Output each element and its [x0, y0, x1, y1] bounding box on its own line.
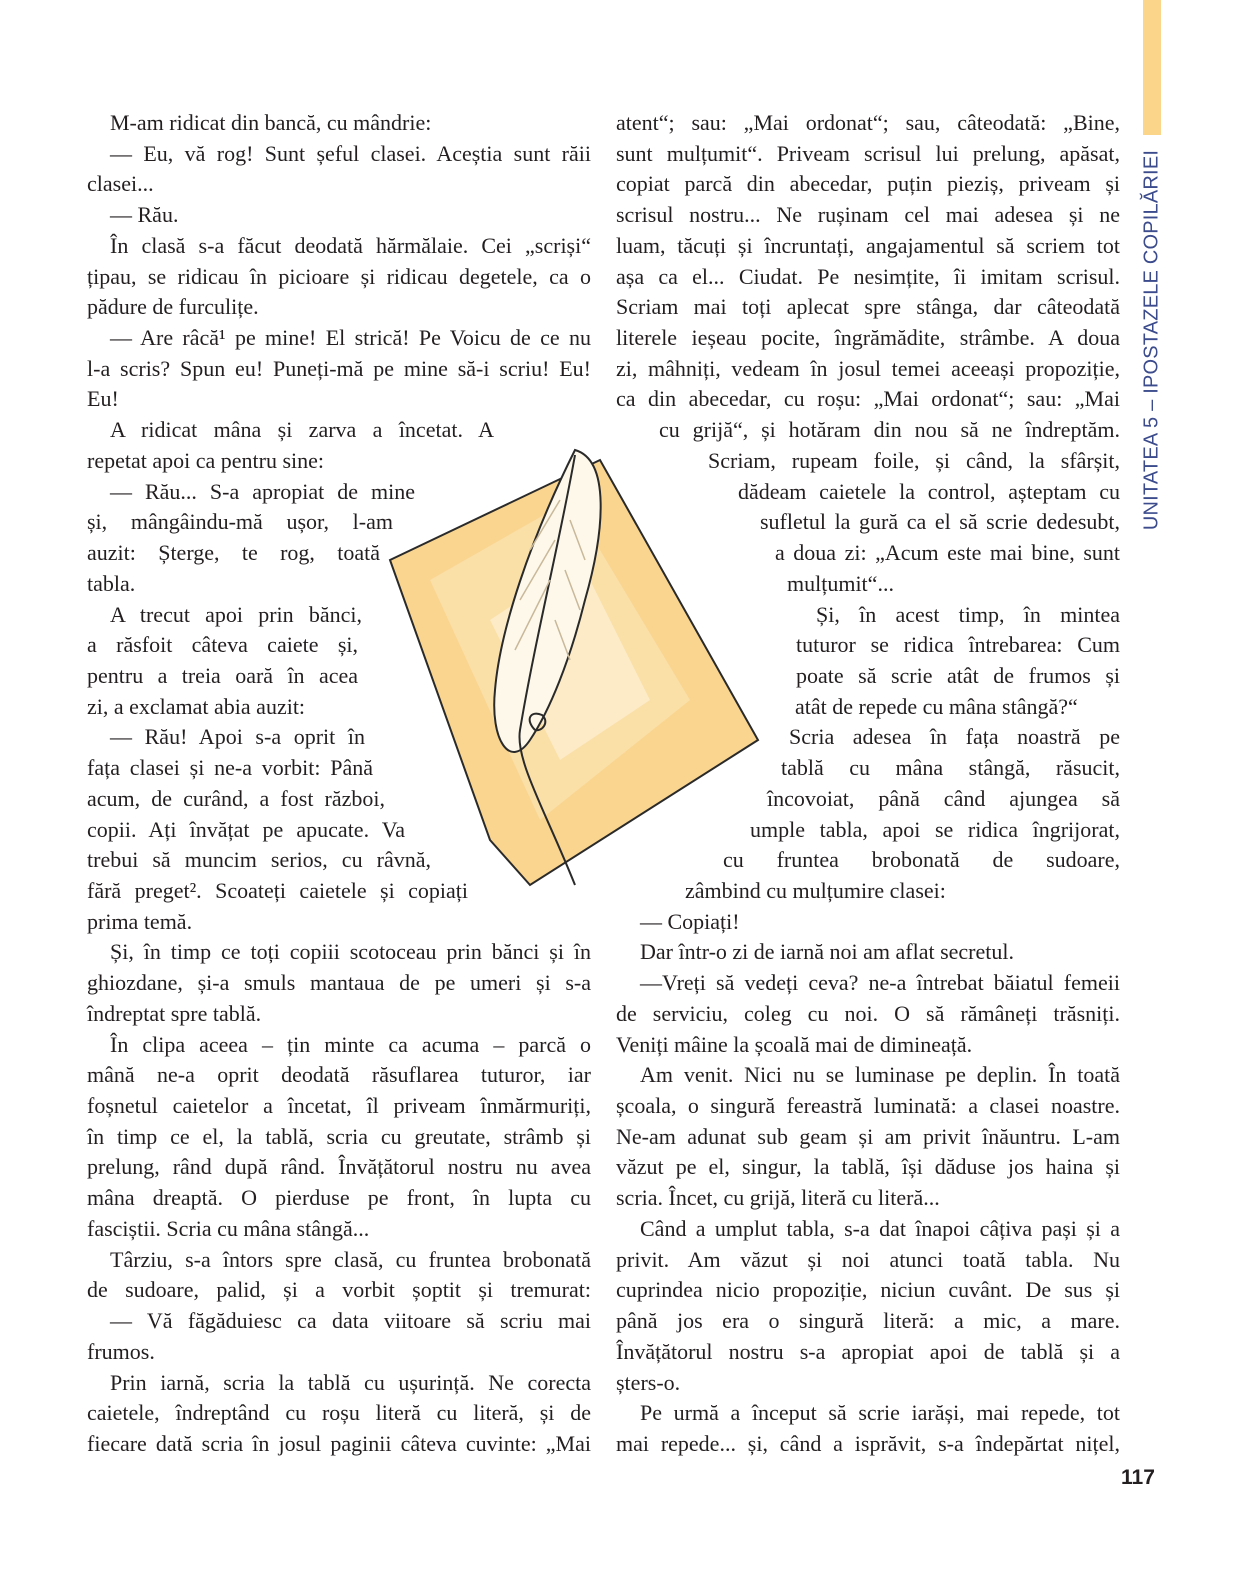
text-line: țipau, se ridicau în picioare și ridicau degetele, ca o — [87, 263, 591, 289]
text-line: frumos. — [87, 1338, 155, 1364]
text-line: ca din abecedar, cu roșu: „Mai ordonat“; sau: „Mai — [616, 386, 1120, 412]
text-line: încovoiat, până când ajungea să — [767, 785, 1120, 811]
unit-title: UNITATEA 5 – IPOSTAZELE COPILĂRIEI — [1140, 149, 1163, 531]
text-line: poate să scrie atât de frumos și — [796, 662, 1120, 688]
text-line: Ne-am adunat sub geam și am privit înăuntru. L-am — [616, 1123, 1120, 1149]
text-line: Și, în timp ce toți copiii scotoceau prin bănci și în — [110, 939, 591, 965]
text-line: copiat parcă din abecedar, puțin pieziș, priveam și — [616, 171, 1120, 197]
text-line: literele ieșeau pocite, îngrămădite, strâmbe. A doua — [616, 325, 1120, 351]
text-line: văzut pe el, singur, la tablă, își dăduse jos haina și — [616, 1154, 1120, 1180]
text-line: în timp ce el, la tablă, scria cu greutate, strâmb și — [87, 1123, 591, 1149]
text-line: fața clasei și ne-a vorbit: Până — [87, 755, 373, 781]
text-line: a doua zi: „Acum este mai bine, sunt — [775, 540, 1120, 566]
text-line: — Rău! Apoi s-a oprit în — [110, 724, 365, 750]
text-line: — Rău. — [110, 202, 179, 228]
text-line: școala, o singură fereastră luminată: a clasei noastre. — [616, 1093, 1120, 1119]
text-line: cuprindea nicio propoziție, niciun cuvânt. De sus și — [616, 1277, 1120, 1303]
text-line: — Are râcă¹ pe mine! El strică! Pe Voicu de ce nu — [110, 325, 591, 351]
text-line: tabla. — [87, 570, 136, 596]
text-line: atât de repede cu mâna stângă?“ — [795, 693, 1078, 719]
text-line: mai repede... și, când a isprăvit, s-a îndepărtat nițel, — [616, 1430, 1120, 1456]
unit-accent-bar — [1143, 0, 1161, 135]
text-line: zi, mâhniți, vedeam în josul temei aceeași propoziție, — [616, 355, 1120, 381]
text-line: tuturor se ridica întrebarea: Cum — [796, 632, 1120, 658]
text-line: Pe urmă a început să scrie iarăși, mai repede, tot — [640, 1400, 1120, 1426]
text-line: mulțumit“... — [787, 570, 894, 596]
text-line: de serviciu, coleg cu noi. O să rămâneți trăsniți. — [616, 1000, 1120, 1026]
text-line: prelung, rând după rând. Învățătorul nostru nu avea — [87, 1154, 591, 1180]
text-line: pădure de furculițe. — [87, 294, 259, 320]
text-line: umple tabla, apoi se ridica îngrijorat, — [750, 816, 1120, 842]
text-line: scria. Încet, cu grijă, literă cu literă... — [616, 1185, 940, 1211]
text-line: ghiozdane, și-a smuls mantaua de pe umeri și s-a — [87, 970, 591, 996]
text-line: până jos era o singură literă: a mic, a mare. — [616, 1308, 1120, 1334]
text-line: Eu! — [87, 386, 119, 412]
text-line: sufletul la gură ca el să scrie dedesubt, — [760, 509, 1120, 535]
text-line: zâmbind cu mulțumire clasei: — [685, 878, 946, 903]
text-line: auzit: Șterge, te rog, toată — [87, 540, 380, 566]
text-line: Prin iarnă, scria la tablă cu ușurință. Ne corecta — [110, 1369, 591, 1395]
text-line: pentru a treia oară în acea — [87, 662, 358, 688]
text-line: repetat apoi ca pentru sine: — [87, 447, 325, 473]
text-line: scrisul nostru... Ne rușinam cel mai adesea și ne — [616, 202, 1120, 228]
text-line: În clipa aceea – țin minte ca acuma – parcă o — [110, 1031, 591, 1057]
text-line: prima temă. — [87, 908, 193, 934]
text-line: — Eu, vă rog! Sunt șeful clasei. Aceștia sunt răii — [110, 140, 591, 166]
text-line: sunt mulțumit“. Priveam scrisul lui prelung, apăsat, — [616, 140, 1120, 166]
text-line: M-am ridicat din bancă, cu mândrie: — [110, 110, 432, 135]
text-line: tablă cu mâna stângă, răsucit, — [781, 755, 1120, 781]
text-line: —Vreți să vedeți ceva? ne-a întrebat băiatul femeii — [640, 970, 1120, 996]
text-line: În clasă s-a făcut deodată hărmălaie. Cei „scriși“ — [110, 232, 591, 258]
text-line: luam, tăcuți și încruntați, angajamentul să scriem tot — [616, 232, 1120, 258]
text-line: atent“; sau: „Mai ordonat“; sau, câteodată: „Bine, — [616, 110, 1120, 135]
text-line: Am venit. Nici nu se luminase pe deplin. În toată — [640, 1062, 1120, 1088]
text-line: mână ne-a oprit deodată răsuflarea tuturor, iar — [87, 1062, 591, 1088]
text-line: — Rău... S-a apropiat de mine — [110, 478, 415, 504]
text-line: Scriam mai toți aplecat spre stânga, dar câteodată — [616, 294, 1120, 320]
text-line: șters-o. — [616, 1369, 681, 1395]
text-line: privit. Am văzut și noi atunci toată tabla. Nu — [616, 1246, 1120, 1272]
text-line: dădeam caietele la control, așteptam cu — [738, 478, 1120, 504]
text-line: l-a scris? Spun eu! Puneți-mă pe mine să-i scriu! Eu! — [87, 355, 591, 381]
text-line: Dar într-o zi de iarnă noi am aflat secretul. — [640, 939, 1014, 965]
text-line: de sudoare, palid, și a vorbit șoptit și tremurat: — [87, 1277, 591, 1303]
text-line: Învățătorul nostru s-a apropiat apoi de tablă și a — [616, 1338, 1120, 1364]
page-number: 117 — [1121, 1466, 1155, 1489]
text-line: Târziu, s-a întors spre clasă, cu fruntea brobonată — [110, 1246, 591, 1272]
text-line: — Vă făgăduiesc ca data viitoare să scriu mai — [110, 1308, 591, 1334]
text-line: foșnetul caietelor a încetat, îl priveam înmărmuriți, — [87, 1093, 591, 1119]
text-line: fără preget². Scoateți caietele și copiați — [87, 878, 468, 903]
text-line: Veniți mâine la școală mai de dimineață. — [616, 1031, 973, 1057]
text-line: Și, în acest timp, în mintea — [816, 601, 1120, 627]
text-line: trebui să muncim serios, cu râvnă, — [87, 847, 431, 873]
text-line: și, mângâindu-mă ușor, l-am — [87, 509, 393, 535]
text-line: fasciștii. Scria cu mâna stângă... — [87, 1215, 370, 1241]
text-line: îndreptat spre tablă. — [87, 1000, 262, 1026]
text-line: — Copiați! — [640, 908, 740, 934]
text-line: așa ca el... Ciudat. Pe nesimțite, îi imitam scrisul. — [616, 263, 1120, 289]
text-line: acum, de curând, a fost război, — [87, 785, 385, 811]
text-line: Scriam, rupeam foile, și când, la sfârșit, — [708, 447, 1120, 473]
text-line: clasei... — [87, 171, 154, 197]
feather-on-paper-illustration — [370, 440, 770, 900]
text-line: A ridicat mâna și zarva a încetat. A — [110, 417, 494, 443]
text-line: A trecut apoi prin bănci, — [110, 601, 362, 627]
text-line: a răsfoit câteva caiete și, — [87, 632, 358, 658]
text-line: Scria adesea în fața noastră pe — [789, 724, 1120, 750]
text-line: fiecare dată scria în josul paginii câteva cuvinte: „Mai — [87, 1430, 591, 1456]
text-line: Când a umplut tabla, s-a dat înapoi câțiva pași și a — [640, 1215, 1120, 1241]
text-line: caietele, îndreptând cu roșu literă cu literă, și de — [87, 1400, 591, 1426]
text-line: mâna dreaptă. O pierduse pe front, în lupta cu — [87, 1185, 591, 1211]
text-line: cu fruntea brobonată de sudoare, — [723, 847, 1120, 873]
text-line: zi, a exclamat abia auzit: — [87, 693, 306, 719]
text-line: copii. Ați învățat pe apucate. Va — [87, 816, 405, 842]
text-line: cu grijă“, și hotăram din nou să ne îndreptăm. — [659, 417, 1120, 443]
